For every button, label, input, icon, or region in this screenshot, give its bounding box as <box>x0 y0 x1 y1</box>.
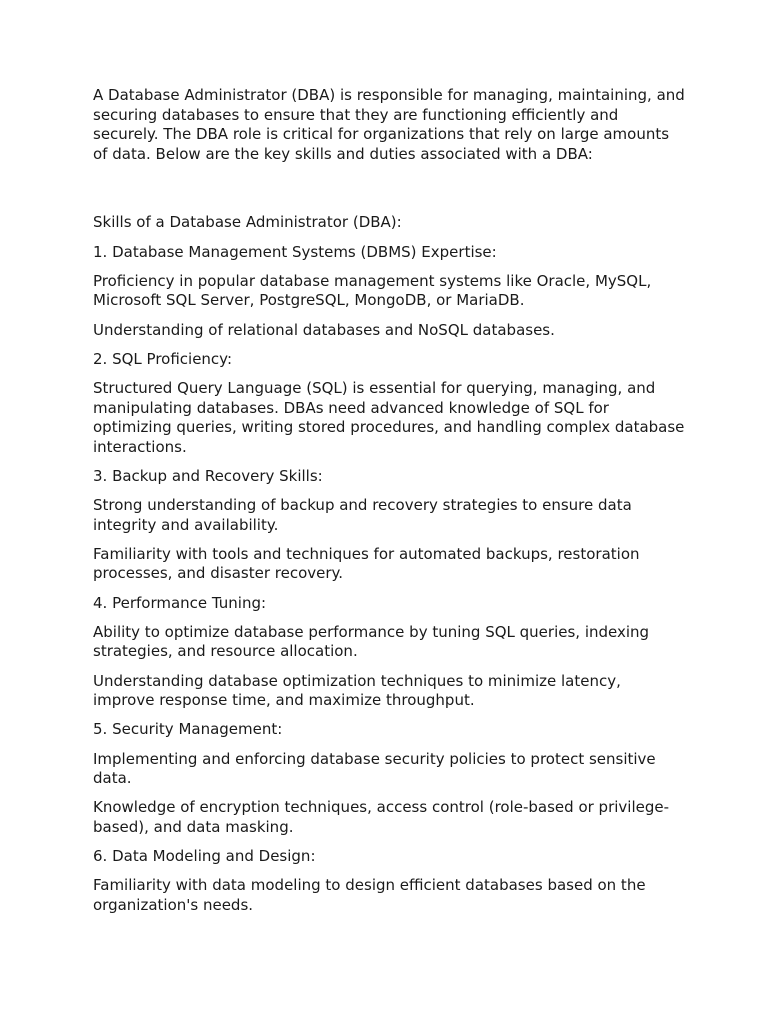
document-body <box>93 86 685 925</box>
skill-point: Understanding of relational databases and NoSQL databases. <box>93 320 555 339</box>
skill-heading-security: 5. Security Management: <box>93 720 283 739</box>
skill-point: Structured Query Language (SQL) is essential for querying, managing, and manipulating databases. DBAs need advanced knowledge of SQL for optimizing queries, writing stored procedures, and handling complex database interactions. <box>93 378 685 456</box>
skill-heading-dbms: 1. Database Management Systems (DBMS) Expertise: <box>93 242 497 261</box>
skill-heading-backup: 3. Backup and Recovery Skills: <box>93 466 323 485</box>
intro-paragraph: A Database Administrator (DBA) is responsible for managing, maintaining, and securing databases to ensure that they are functioning efficiently and securely. The DBA role is critical for organizations that rely on large amounts of data. Below are the key skills and duties associated with a DBA: <box>93 86 685 163</box>
skill-heading-performance: 4. Performance Tuning: <box>93 593 267 612</box>
skill-point: Ability to optimize database performance by tuning SQL queries, indexing strategies, and resource allocation. <box>93 622 650 661</box>
skill-point: Implementing and enforcing database security policies to protect sensitive data. <box>93 749 656 788</box>
skill-point: Knowledge of encryption techniques, access control (role-based or privilege-based), and data masking. <box>93 798 670 836</box>
section-title: Skills of a Database Administrator (DBA): <box>93 213 402 232</box>
skill-point: Familiarity with data modeling to design efficient databases based on the organization's needs. <box>93 876 646 914</box>
skill-heading-sql: 2. SQL Proficiency: <box>93 349 233 368</box>
skill-point: Understanding database optimization techniques to minimize latency, improve response time, and maximize throughput. <box>93 671 621 710</box>
skill-heading-data-modeling: 6. Data Modeling and Design: <box>93 847 316 866</box>
skill-point: Familiarity with tools and techniques for automated backups, restoration processes, and disaster recovery. <box>93 544 640 583</box>
skill-point: Proficiency in popular database management systems like Oracle, MySQL, Microsoft SQL Server, PostgreSQL, MongoDB, or MariaDB. <box>93 271 652 310</box>
skill-point: Strong understanding of backup and recovery strategies to ensure data integrity and availability. <box>93 496 632 534</box>
